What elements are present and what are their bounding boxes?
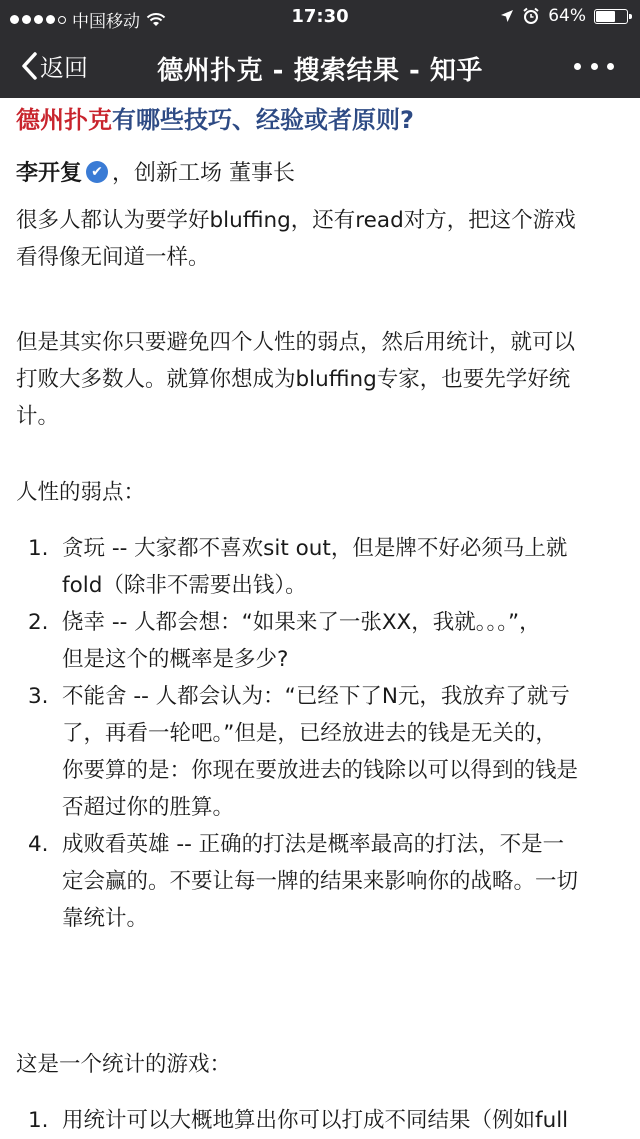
list-line: 成败看英雄 -- 正确的打法是概率最高的打法，不是一	[62, 832, 565, 857]
list-number: 2.	[28, 610, 49, 635]
list-number: 3.	[28, 684, 49, 709]
carrier-name: 中国移动	[72, 12, 140, 32]
location-arrow-icon	[500, 9, 514, 23]
alarm-clock-icon	[522, 7, 540, 25]
author-name[interactable]: 李开复	[16, 161, 83, 186]
list-line: 贪玩 -- 大家都不喜欢sit out，但是牌不好必须马上就	[62, 536, 568, 561]
list-line: 定会赢的。不要让每一牌的结果来影响你的战略。一切	[62, 869, 579, 894]
list-line: 了，再看一轮吧。”但是，已经放进去的钱是无关的，	[62, 721, 557, 746]
list-line: 否超过你的胜算。	[62, 795, 235, 820]
list-line: 但是这个的概率是多少?	[62, 647, 289, 672]
battery-icon	[594, 9, 628, 24]
verified-badge-icon: ✔	[86, 161, 108, 183]
author-line	[16, 156, 295, 187]
paragraph-line: 这是一个统计的游戏：	[16, 1052, 232, 1077]
more-dot-icon	[607, 63, 614, 70]
weakness-heading	[16, 474, 145, 511]
list-number: 4.	[28, 832, 49, 857]
question-title-highlight: 德州扑克	[16, 106, 112, 134]
status-time: 17:30	[291, 6, 349, 27]
list-line: 不能舍 -- 人都会认为：“已经下了N元，我放弃了就亏	[62, 684, 570, 709]
more-options-button[interactable]	[574, 52, 614, 80]
paragraph-line: 计。	[16, 404, 60, 429]
stats-heading	[16, 1046, 231, 1083]
author-bio: ，创新工场 董事长	[112, 161, 296, 186]
list-number: 1.	[28, 1108, 49, 1133]
paragraph	[16, 202, 576, 276]
back-label: 返回	[40, 54, 88, 82]
status-bar	[0, 0, 640, 34]
paragraph-line: 但是其实你只要避免四个人性的弱点，然后用统计，就可以	[16, 330, 576, 355]
more-dot-icon	[574, 63, 581, 70]
paragraph-line: 很多人都认为要学好bluffing，还有read对方，把这个游戏	[16, 208, 576, 233]
list-line: fold（除非不需要出钱）。	[62, 573, 307, 598]
question-title[interactable]	[16, 100, 414, 135]
question-title-rest: 有哪些技巧、经验或者原则?	[112, 106, 414, 134]
paragraph-line: 人性的弱点：	[16, 480, 146, 505]
status-right	[500, 6, 628, 26]
page-title: 德州扑克 - 搜索结果 - 知乎	[157, 56, 483, 86]
paragraph-line: 打败大多数人。就算你想成为bluffing专家，也要先学好统	[16, 367, 571, 392]
more-dot-icon	[591, 63, 598, 70]
list-line: 侥幸 -- 人都会想：“如果来了一张XX，我就。。。”，	[62, 610, 541, 635]
paragraph	[16, 324, 575, 435]
list-line: 靠统计。	[62, 906, 149, 931]
battery-percent: 64%	[548, 6, 586, 26]
nav-bar	[0, 34, 640, 98]
list-number: 1.	[28, 536, 49, 561]
list-line: 用统计可以大概地算出你可以打成不同结果（例如full	[62, 1108, 569, 1133]
list-line: 你要算的是：你现在要放进去的钱除以可以得到的钱是	[62, 758, 579, 783]
paragraph-line: 看得像无间道一样。	[16, 245, 210, 270]
